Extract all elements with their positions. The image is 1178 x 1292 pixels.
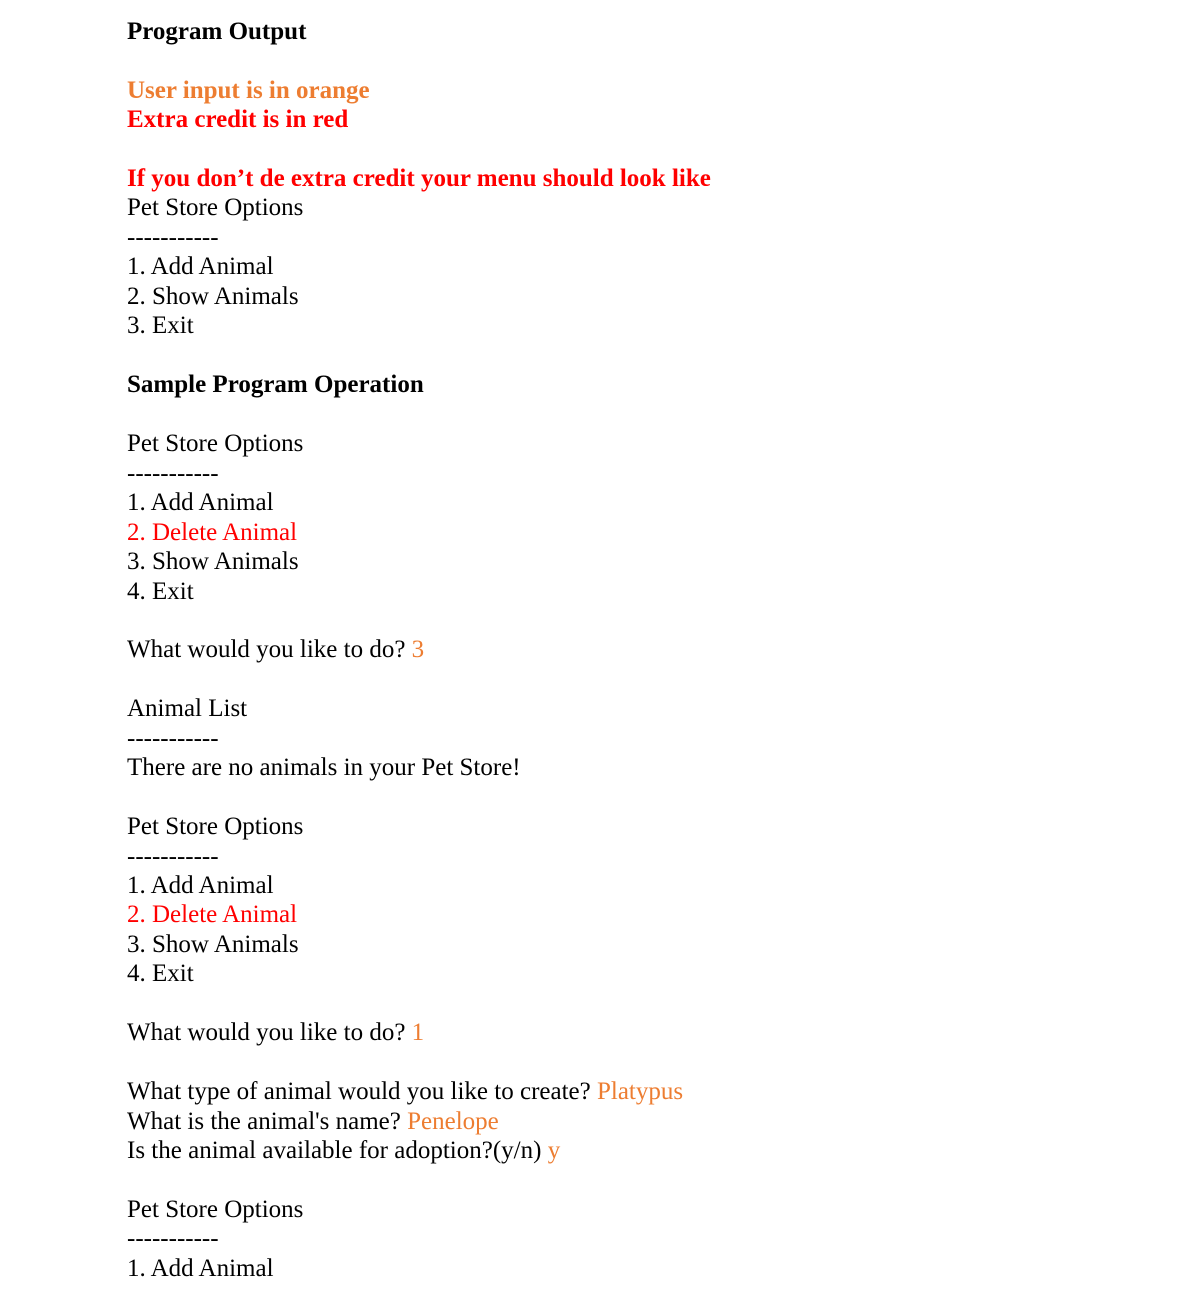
menu-item-delete: 2. Delete Animal xyxy=(127,519,298,546)
prompt-line xyxy=(127,635,424,665)
prompt-text: What would you like to do? xyxy=(127,636,406,663)
animal-type-answer: Platypus xyxy=(596,1078,684,1105)
animal-list-title: Animal List xyxy=(127,695,248,722)
adoption-line xyxy=(127,1136,560,1166)
animal-name-line xyxy=(127,1107,499,1137)
animal-type-question: What type of animal would you like to create? xyxy=(127,1078,591,1105)
menu-title: Pet Store Options xyxy=(127,430,304,457)
sample-heading: Sample Program Operation xyxy=(127,371,424,398)
menu-item-add: 1. Add Animal xyxy=(127,872,274,899)
menu-title: Pet Store Options xyxy=(127,813,304,840)
animal-name-answer: Penelope xyxy=(407,1108,499,1135)
basic-menu-item: 3. Exit xyxy=(127,312,194,339)
menu-item-add: 1. Add Animal xyxy=(127,1255,274,1282)
prompt-text: What would you like to do? xyxy=(127,1019,406,1046)
user-input-choice: 3 xyxy=(411,636,425,663)
animal-list-divider: ----------- xyxy=(127,725,219,752)
basic-menu-title: Pet Store Options xyxy=(127,194,304,221)
animal-name-question: What is the animal's name? xyxy=(127,1108,401,1135)
menu-title: Pet Store Options xyxy=(127,1196,304,1223)
menu-item-add: 1. Add Animal xyxy=(127,489,274,516)
legend-user-input: User input is in orange xyxy=(127,77,370,104)
prompt-line xyxy=(127,1018,424,1048)
animal-type-line xyxy=(127,1077,683,1107)
menu-item-show: 3. Show Animals xyxy=(127,548,299,575)
menu-item-exit: 4. Exit xyxy=(127,578,194,605)
basic-menu-item: 2. Show Animals xyxy=(127,283,299,310)
page-title: Program Output xyxy=(127,18,307,45)
empty-message: There are no animals in your Pet Store! xyxy=(127,754,521,781)
basic-menu-item: 1. Add Animal xyxy=(127,253,274,280)
adoption-question: Is the animal available for adoption?(y/n) xyxy=(127,1137,542,1164)
menu-divider: ----------- xyxy=(127,1225,219,1252)
menu-item-delete: 2. Delete Animal xyxy=(127,901,298,928)
basic-menu-note: If you don’t de extra credit your menu should look like xyxy=(127,165,711,192)
menu-divider: ----------- xyxy=(127,460,219,487)
legend-extra-credit: Extra credit is in red xyxy=(127,106,349,133)
user-input-choice: 1 xyxy=(411,1019,425,1046)
menu-item-exit: 4. Exit xyxy=(127,960,194,987)
basic-menu-divider: ----------- xyxy=(127,224,219,251)
menu-item-show: 3. Show Animals xyxy=(127,931,299,958)
menu-divider: ----------- xyxy=(127,843,219,870)
adoption-answer: y xyxy=(547,1137,561,1164)
